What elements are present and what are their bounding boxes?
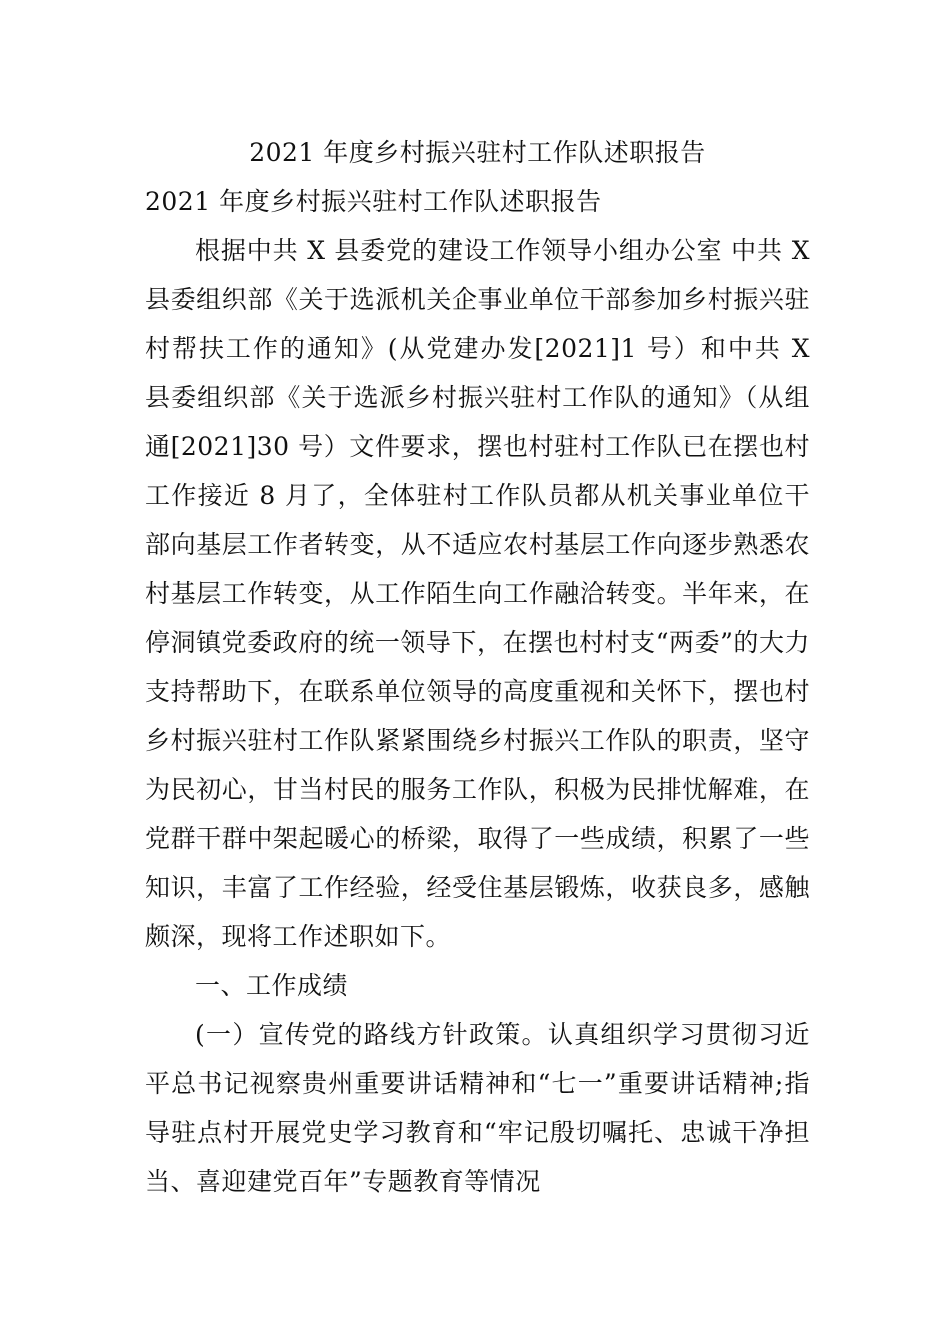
subsection-paragraph: (一）宣传党的路线方针政策。认真组织学习贯彻习近平总书记视察贵州重要讲话精神和“七一”重要讲话精神;指导驻点村开展党史学习教育和“牢记殷切嘱托、忠诚干净担当、喜迎建党百年”专题教育等情况 [145, 1020, 810, 1196]
intro-paragraph: 根据中共 X 县委党的建设工作领导小组办公室 中共 X 县委组织部《关于选派机关企事业单位干部参加乡村振兴驻村帮扶工作的通知》(从党建办发[2021]1 号）和中共 X 县委组织部《关于选派乡村振兴驻村工作队的通知》（从组通[2021]30 号）文件要求，摆也村驻村工作队已在摆也村工作接近 8 月了，全体驻村工作队员都从机关事业单位干部向基层工作者转变，从不适应农村基层工作向逐步熟悉农村基层工作转变，从工作陌生向工作融洽转变。半年来，在停洞镇党委政府的统一领导下，在摆也村村支“两委”的大力支持帮助下，在联系单位领导的高度重视和关怀下，摆也村乡村振兴驻村工作队紧紧围绕乡村振兴工作队的职责，坚守为民初心，甘当村民的服务工作队，积极为民排忧解难，在党群干群中架起暖心的桥梁，取得了一些成绩，积累了一些知识，丰富了工作经验，经受住基层锻炼，收获良多，感触颇深，现将工作述职如下。 [145, 236, 810, 951]
document-title: 2021 年度乡村振兴驻村工作队述职报告 [249, 138, 706, 167]
document-body [145, 128, 810, 1206]
section-heading: 一、工作成绩 [195, 971, 349, 1000]
document-subtitle: 2021 年度乡村振兴驻村工作队述职报告 [145, 187, 602, 216]
